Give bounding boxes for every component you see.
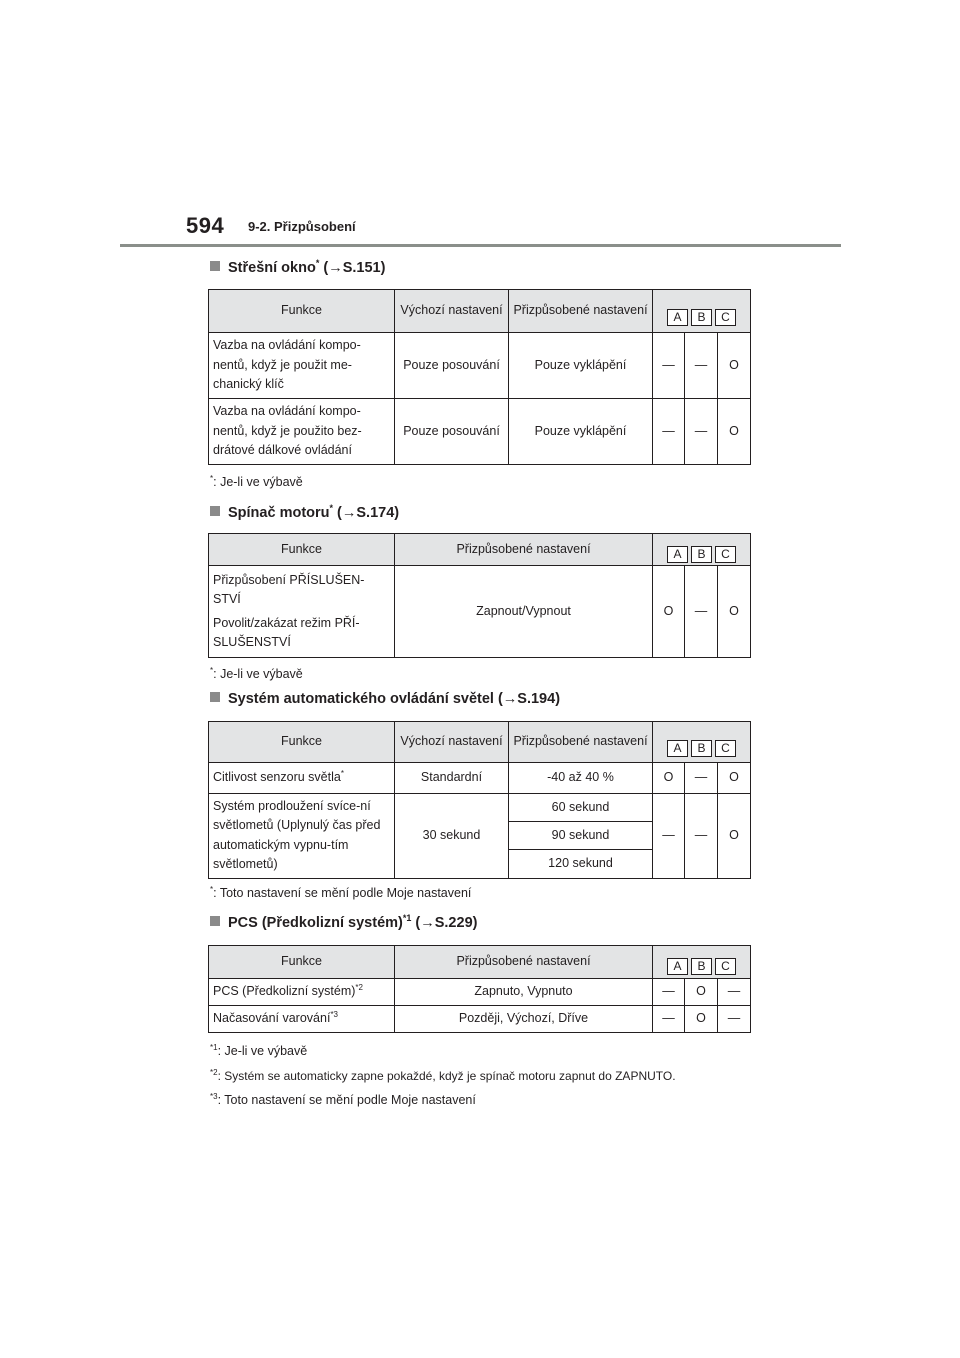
cell-funkce-text: Načasování varování bbox=[213, 1011, 331, 1026]
abc-box-c: C bbox=[715, 740, 736, 757]
footnote bbox=[210, 885, 471, 900]
table-row bbox=[209, 333, 751, 399]
table-header-row bbox=[209, 946, 751, 979]
table-spinac-motoru bbox=[208, 533, 751, 658]
cell-a: O bbox=[653, 763, 685, 794]
table-header-row bbox=[209, 722, 751, 763]
arrow-right-icon: → bbox=[502, 691, 518, 707]
table-stresni-okno bbox=[208, 289, 751, 465]
footnote-marker: * bbox=[210, 666, 214, 675]
table-header-row bbox=[209, 290, 751, 333]
cell-b: — bbox=[685, 399, 718, 465]
cell-prizpusobene: Pouze vyklápění bbox=[509, 333, 653, 399]
section-ref: S.194 bbox=[517, 691, 556, 707]
cell-a: — bbox=[653, 979, 685, 1006]
cell-funkce-text: Citlivost senzoru světla bbox=[213, 770, 341, 785]
cell-vychozi: Pouze posouvání bbox=[395, 333, 509, 399]
col-header-abc bbox=[653, 722, 751, 763]
footnote-marker: *3 bbox=[210, 1092, 218, 1101]
cell-b: O bbox=[685, 1006, 718, 1033]
cell-prizpusobene: Zapnuto, Vypnuto bbox=[395, 979, 653, 1006]
col-header-funkce: Funkce bbox=[209, 290, 395, 333]
col-header-prizpusobene: Přizpůsobené nastavení bbox=[395, 946, 653, 979]
col-header-abc bbox=[653, 290, 751, 333]
footnote-marker: * bbox=[329, 503, 334, 513]
cell-funkce: Vazba na ovládání kompo-nentů, když je použito bez-drátové dálkové ovládání bbox=[209, 399, 395, 465]
cell-c: O bbox=[718, 333, 751, 399]
col-header-prizpusobene: Přizpůsobené nastavení bbox=[509, 722, 653, 763]
abc-box-a: A bbox=[667, 740, 688, 757]
abc-box-a: A bbox=[667, 309, 688, 326]
col-header-funkce: Funkce bbox=[209, 722, 395, 763]
col-header-abc bbox=[653, 946, 751, 979]
square-bullet-icon bbox=[210, 916, 220, 926]
cell-funkce bbox=[209, 1006, 395, 1033]
cell-c: O bbox=[718, 399, 751, 465]
square-bullet-icon bbox=[210, 261, 220, 271]
cell-a: — bbox=[653, 794, 685, 879]
footnote-marker: * bbox=[210, 885, 214, 894]
cell-b: — bbox=[685, 763, 718, 794]
cell-prizpusobene: Pouze vyklápění bbox=[509, 399, 653, 465]
cell-b: O bbox=[685, 979, 718, 1006]
cell-b: — bbox=[685, 794, 718, 879]
abc-box-c: C bbox=[715, 546, 736, 563]
footnote bbox=[210, 1068, 676, 1083]
table-row bbox=[209, 794, 751, 822]
cell-c: O bbox=[718, 566, 751, 658]
table-row bbox=[209, 979, 751, 1006]
section-ref: S.174 bbox=[356, 504, 395, 521]
cell-funkce bbox=[209, 979, 395, 1006]
table-ovladani-svetel bbox=[208, 721, 751, 879]
section-title-pcs: PCS (Předkolizní systém)$^{*1}$ (→S.229) bbox=[210, 913, 477, 931]
cell-c: — bbox=[718, 1006, 751, 1033]
cell-a: — bbox=[653, 1006, 685, 1033]
abc-box-c: C bbox=[715, 309, 736, 326]
square-bullet-icon bbox=[210, 692, 220, 702]
footnote-marker: *1 bbox=[402, 913, 412, 923]
footnote-text: : Je-li ve výbavě bbox=[217, 1044, 308, 1059]
footnote-text: : Systém se automaticky zapne pokaždé, když je spínač motoru zapnut do ZAPNUTO. bbox=[217, 1069, 676, 1083]
cell-vychozi: Pouze posouvání bbox=[395, 399, 509, 465]
square-bullet-icon bbox=[210, 506, 220, 516]
section-label: 9-2. Přizpůsobení bbox=[248, 219, 356, 234]
cell-funkce: Vazba na ovládání kompo-nentů, když je použit me-chanický klíč bbox=[209, 333, 395, 399]
footnote bbox=[210, 666, 303, 681]
footnote bbox=[210, 1092, 476, 1107]
cell-funkce: Systém prodloužení svíce-ní světlometů (Uplynulý čas před automatickým vypnu-tím světlometů) bbox=[209, 794, 395, 879]
abc-box-b: B bbox=[691, 958, 712, 975]
section-title-stresni-okno: Střešní okno* (→S.151) bbox=[210, 258, 385, 276]
page-number: 594 bbox=[186, 213, 225, 238]
abc-box-b: B bbox=[691, 740, 712, 757]
cell-funkce bbox=[209, 566, 395, 658]
section-title-ovladani-svetel: Systém automatického ovládání světel (→S.194) bbox=[210, 691, 560, 707]
footnote-marker: *1 bbox=[210, 1043, 218, 1052]
section-title-text: Spínač motoru bbox=[228, 504, 330, 521]
section-ref: S.229 bbox=[434, 914, 473, 931]
cell-a: — bbox=[653, 399, 685, 465]
cell-funkce-line-2: Povolit/zakázat režim PŘÍ-SLUŠENSTVÍ bbox=[213, 615, 360, 649]
footnote-marker: *2 bbox=[355, 983, 363, 993]
col-header-funkce: Funkce bbox=[209, 534, 395, 566]
footnote-text: : Toto nastavení se mění podle Moje nastavení bbox=[217, 1093, 476, 1108]
cell-c: O bbox=[718, 794, 751, 879]
cell-prizpusobene: Zapnout/Vypnout bbox=[395, 566, 653, 658]
cell-funkce bbox=[209, 763, 395, 794]
footnote-marker: * bbox=[315, 258, 320, 268]
footnote bbox=[210, 1043, 307, 1058]
cell-prizpusobene: Později, Výchozí, Dříve bbox=[395, 1006, 653, 1033]
section-title-spinac-motoru: Spínač motoru* (→S.174) bbox=[210, 503, 399, 521]
col-header-funkce: Funkce bbox=[209, 946, 395, 979]
footnote-marker: * bbox=[210, 474, 214, 483]
section-title-text: Střešní okno bbox=[228, 259, 316, 276]
cell-c: — bbox=[718, 979, 751, 1006]
arrow-right-icon: → bbox=[328, 259, 343, 276]
cell-a: — bbox=[653, 333, 685, 399]
abc-box-a: A bbox=[667, 546, 688, 563]
cell-c: O bbox=[718, 763, 751, 794]
cell-b: — bbox=[685, 333, 718, 399]
section-ref: S.151 bbox=[342, 259, 381, 276]
cell-a: O bbox=[653, 566, 685, 658]
cell-funkce-line-1: Přizpůsobení PŘÍSLUŠEN-STVÍ bbox=[213, 572, 365, 607]
col-header-vychozi: Výchozí nastavení bbox=[395, 722, 509, 763]
abc-box-c: C bbox=[715, 958, 736, 975]
table-pcs bbox=[208, 945, 751, 1033]
arrow-right-icon: → bbox=[341, 504, 357, 521]
col-header-prizpusobene: Přizpůsobené nastavení bbox=[395, 534, 653, 566]
abc-box-b: B bbox=[691, 546, 712, 563]
header-rule bbox=[120, 244, 841, 247]
table-row bbox=[209, 566, 751, 658]
footnote-marker: *3 bbox=[330, 1010, 338, 1020]
footnote-text: : Toto nastavení se mění podle Moje nastavení bbox=[213, 886, 472, 901]
col-header-vychozi: Výchozí nastavení bbox=[395, 290, 509, 333]
cell-vychozi: Standardní bbox=[395, 763, 509, 794]
footnote bbox=[210, 474, 303, 489]
footnote-marker: *2 bbox=[210, 1068, 218, 1077]
cell-funkce-text: PCS (Předkolizní systém) bbox=[213, 984, 356, 999]
footnote-marker: * bbox=[340, 769, 344, 779]
section-title-text: Systém automatického ovládání světel bbox=[228, 691, 494, 707]
table-row bbox=[209, 399, 751, 465]
cell-vychozi: 30 sekund bbox=[395, 794, 509, 879]
col-header-abc bbox=[653, 534, 751, 566]
table-row bbox=[209, 763, 751, 794]
arrow-right-icon: → bbox=[420, 914, 435, 931]
col-header-prizpusobene: Přizpůsobené nastavení bbox=[509, 290, 653, 333]
abc-box-a: A bbox=[667, 958, 688, 975]
footnote-text: : Je-li ve výbavě bbox=[213, 475, 303, 490]
abc-box-b: B bbox=[691, 309, 712, 326]
footnote-text: : Je-li ve výbavě bbox=[213, 667, 303, 682]
section-title-text: PCS (Předkolizní systém) bbox=[228, 914, 403, 931]
table-row bbox=[209, 1006, 751, 1033]
cell-b: — bbox=[685, 566, 718, 658]
table-header-row bbox=[209, 534, 751, 566]
cell-prizpusobene: -40 až 40 % bbox=[509, 763, 653, 794]
cell-prizpusobene-option: 90 sekund bbox=[509, 822, 653, 850]
cell-prizpusobene-option: 120 sekund bbox=[509, 850, 653, 878]
cell-prizpusobene-option: 60 sekund bbox=[509, 794, 653, 822]
